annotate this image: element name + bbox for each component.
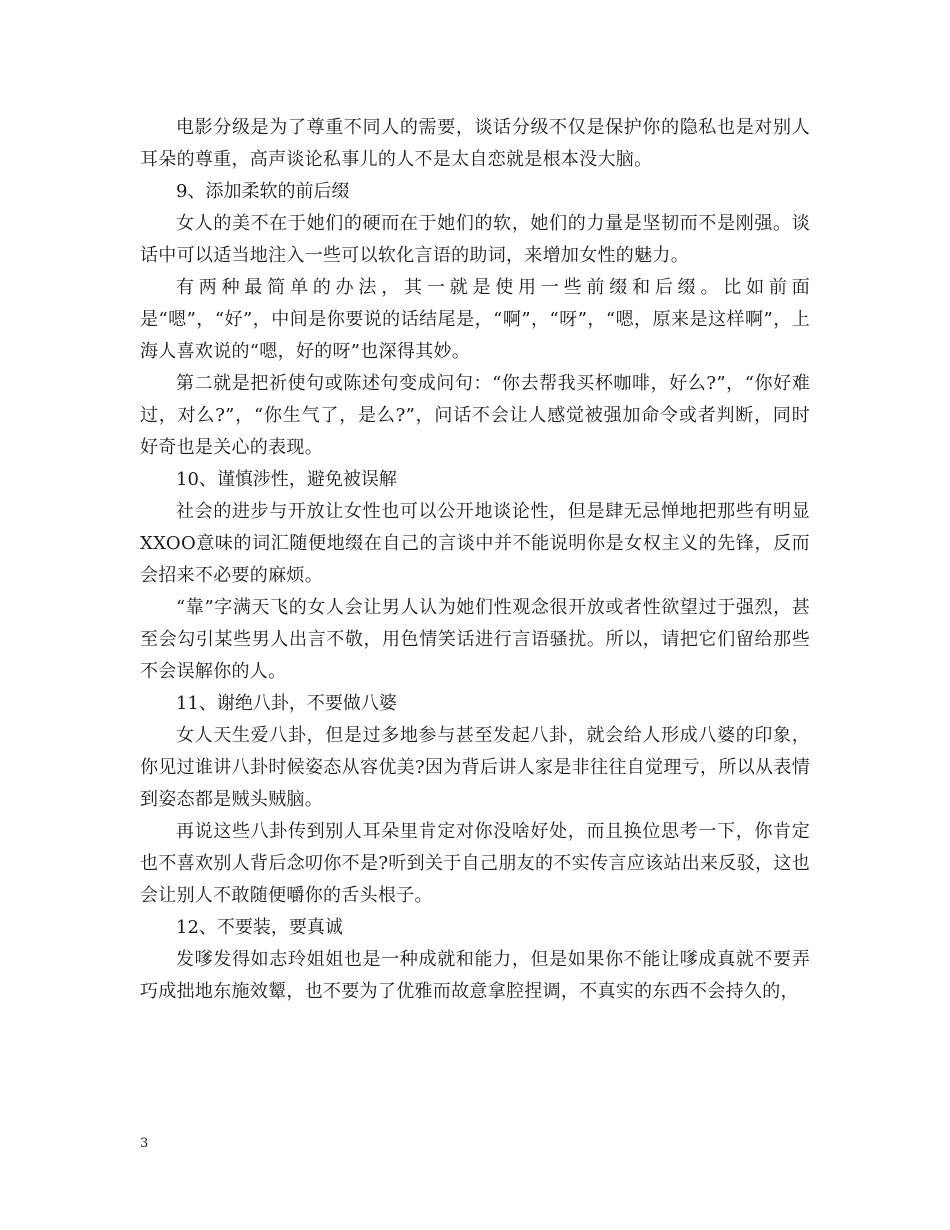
section-heading: 10、谨慎涉性，避免被误解 [176, 469, 397, 490]
paragraph: 电影分级是为了尊重不同人的需要，谈话分级不仅是保护你的隐私也是对别人耳朵的尊重，高声谈论私事儿的人不是太自恋就是根本没大脑。 [140, 117, 810, 170]
paragraph: 社会的进步与开放让女性也可以公开地谈论性，但是肆无忌惮地把那些有明显XXOO意味的词汇随便地缀在自己的言谈中并不能说明你是女权主义的先锋，反而会招来不必要的麻烦。 [140, 501, 810, 586]
paragraph: 有两种最简单的办法，其一就是使用一些前缀和后缀。比如前面是“嗯”，“好”，中间是你要说的话结尾是，“啊”，“呀”，“嗯，原来是这样啊”，上海人喜欢说的“嗯，好的呀”也深得其妙。 [140, 277, 810, 362]
document-body [140, 112, 810, 1008]
paragraph: 发嗲发得如志玲姐姐也是一种成就和能力，但是如果你不能让嗲成真就不要弄巧成拙地东施效颦，也不要为了优雅而故意拿腔捏调，不真实的东西不会持久的， [140, 949, 810, 1002]
page-number: 3 [140, 1136, 149, 1151]
paragraph: 再说这些八卦传到别人耳朵里肯定对你没啥好处，而且换位思考一下，你肯定也不喜欢别人背后念叨你不是?听到关于自己朋友的不实传言应该站出来反驳，这也会让别人不敢随便嚼你的舌头根子。 [140, 821, 810, 906]
section-heading: 12、不要装，要真诚 [176, 917, 343, 938]
paragraph: 第二就是把祈使句或陈述句变成问句：“你去帮我买杯咖啡，好么?”，“你好难过，对么?”，“你生气了，是么?”，问话不会让人感觉被强加命令或者判断，同时好奇也是关心的表现。 [140, 373, 810, 458]
paragraph: “靠”字满天飞的女人会让男人认为她们性观念很开放或者性欲望过于强烈，甚至会勾引某些男人出言不敬，用色情笑话进行言语骚扰。所以，请把它们留给那些不会误解你的人。 [140, 597, 810, 682]
paragraph: 女人的美不在于她们的硬而在于她们的软，她们的力量是坚韧而不是刚强。谈话中可以适当地注入一些可以软化言语的助词，来增加女性的魅力。 [140, 213, 810, 266]
paragraph: 女人天生爱八卦，但是过多地参与甚至发起八卦，就会给人形成八婆的印象，你见过谁讲八卦时候姿态从容优美?因为背后讲人家是非往往自觉理亏，所以从表情到姿态都是贼头贼脑。 [140, 725, 810, 810]
section-heading: 11、谢绝八卦，不要做八婆 [176, 693, 397, 714]
section-heading: 9、添加柔软的前后缀 [176, 181, 350, 202]
